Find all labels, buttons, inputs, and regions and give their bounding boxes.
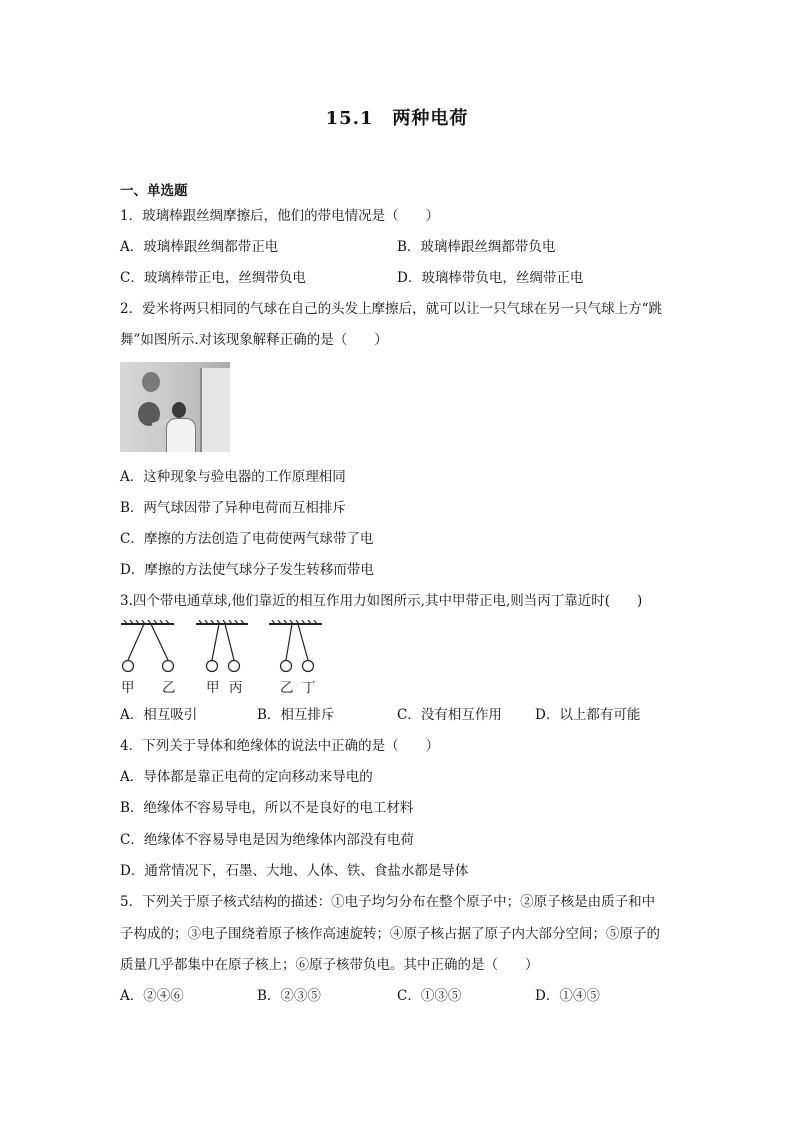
person-body <box>166 418 196 452</box>
q1-option-a: A．玻璃棒跟丝绸都带正电 <box>120 239 279 255</box>
support-2 <box>196 620 248 672</box>
q1-option-d: D．玻璃棒带负电，丝绸带正电 <box>397 270 584 286</box>
q1-option-b: B．玻璃棒跟丝绸都带负电 <box>397 239 556 255</box>
q2-option-d: D．摩擦的方法使气球分子发生转移而带电 <box>120 562 374 578</box>
support-3 <box>269 620 322 672</box>
ball-label-jia-2: 甲 <box>206 680 220 696</box>
ball-label-ding: 丁 <box>302 680 316 696</box>
q4-option-b: B．绝缘体不容易导电，所以不是良好的电工材料 <box>120 800 414 816</box>
ball-label-bing: 丙 <box>229 680 243 696</box>
question-5-stem-line3: 质量几乎都集中在原子核上；⑥原子核带负电。其中正确的是（ ） <box>120 957 539 973</box>
ball-label-jia-1: 甲 <box>121 680 135 696</box>
q5-option-d: D．①④⑤ <box>535 988 600 1004</box>
q2-option-b: B．两气球因带了异种电荷而互相排斥 <box>120 500 346 516</box>
page-title: 15.1 两种电荷 <box>325 108 469 129</box>
q5-option-b: B．②③⑤ <box>257 988 321 1004</box>
q3-option-c: C．没有相互作用 <box>397 707 502 723</box>
section-heading: 一、单选题 <box>120 183 188 199</box>
q3-option-d: D．以上都有可能 <box>535 707 641 723</box>
question-1-stem: 1．玻璃棒跟丝绸摩擦后，他们的带电情况是（ ） <box>120 208 440 224</box>
question-2-stem-line1: 2．爱米将两只相同的气球在自己的头发上摩擦后，就可以让一只气球在另一只气球上方“跳 <box>120 301 662 317</box>
q1-option-c: C．玻璃棒带正电，丝绸带负电 <box>120 270 306 286</box>
q4-option-c: C．绝缘体不容易导电是因为绝缘体内部没有电荷 <box>120 832 414 848</box>
question-5-stem-line2: 子构成的；③电子围绕着原子核作高速旋转；④原子核占据了原子内大部分空间；⑤原子的 <box>120 926 660 942</box>
ball-label-yi-1: 乙 <box>162 680 176 696</box>
upper-balloon <box>142 372 160 392</box>
q4-option-d: D．通常情况下，石墨、大地、人体、铁、食盐水都是导体 <box>120 863 469 879</box>
balloon-photo <box>120 362 230 452</box>
support-1 <box>121 620 174 672</box>
q2-option-a: A．这种现象与验电器的工作原理相同 <box>120 469 346 485</box>
door-shape <box>200 368 230 452</box>
q2-option-c: C．摩擦的方法创造了电荷使两气球带了电 <box>120 531 374 547</box>
question-2-stem-line2: 舞”如图所示.对该现象解释正确的是（ ） <box>120 332 388 348</box>
q3-option-b: B．相互排斥 <box>257 707 335 723</box>
q3-option-a: A．相互吸引 <box>120 707 198 723</box>
q4-option-a: A．导体都是靠正电荷的定向移动来导电的 <box>120 769 373 785</box>
q5-option-a: A．②④⑥ <box>120 988 184 1004</box>
person-head <box>172 402 186 418</box>
q5-option-c: C．①③⑤ <box>397 988 462 1004</box>
ball-label-yi-2: 乙 <box>280 680 294 696</box>
question-5-stem-line1: 5．下列关于原子核式结构的描述：①电子均匀分布在整个原子中；②原子核是由质子和中 <box>120 894 656 910</box>
question-3-stem: 3.四个带电通草球,他们靠近的相互作用力如图所示,其中甲带正电,则当丙丁靠近时( ) <box>120 593 643 609</box>
question-4-stem: 4．下列关于导体和绝缘体的说法中正确的是（ ） <box>120 738 440 754</box>
